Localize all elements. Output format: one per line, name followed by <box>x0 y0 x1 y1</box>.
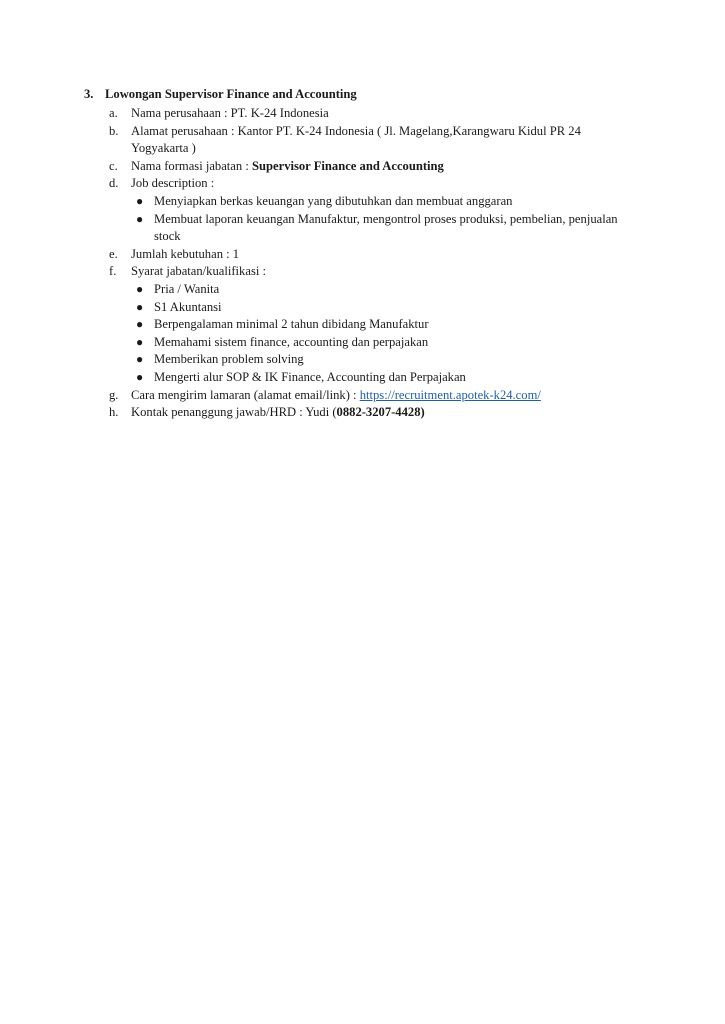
requirements-bullets <box>131 281 629 387</box>
bullet-text: Pria / Wanita <box>154 281 220 296</box>
list-item <box>131 281 629 299</box>
job-details-list <box>109 105 629 422</box>
bullet-text: Berpengalaman minimal 2 tahun dibidang Manufaktur <box>154 317 429 332</box>
bullet-icon: ● <box>136 281 144 296</box>
bullet-text: Mengerti alur SOP & IK Finance, Accounting dan Perpajakan <box>154 369 466 384</box>
headcount-text: Jumlah kebutuhan : 1 <box>131 246 240 261</box>
bullet-icon: ● <box>136 193 144 208</box>
list-item <box>131 299 629 317</box>
item-company-name <box>109 105 629 123</box>
contact-label: Kontak penanggung jawab/HRD : Yudi ( <box>131 405 337 420</box>
list-item <box>131 369 629 387</box>
item-application-method <box>109 387 629 405</box>
bullet-icon: ● <box>136 369 144 384</box>
section-title: Lowongan Supervisor Finance and Accounting <box>105 87 357 101</box>
job-description-label: Job description : <box>131 176 215 191</box>
application-label: Cara mengirim lamaran (alamat email/link) : <box>131 387 360 402</box>
bullet-icon: ● <box>136 317 144 332</box>
item-letter: b. <box>109 123 119 138</box>
position-value: Supervisor Finance and Accounting <box>252 158 444 173</box>
item-letter: e. <box>109 246 118 261</box>
list-item <box>131 211 629 246</box>
bullet-icon: ● <box>136 334 144 349</box>
section-number: 3. <box>84 87 94 101</box>
item-hr-contact <box>109 404 629 422</box>
item-headcount <box>109 246 629 264</box>
list-item <box>131 334 629 352</box>
item-job-description <box>109 175 629 245</box>
bullet-icon: ● <box>136 299 144 314</box>
company-name-text: Nama perusahaan : PT. K-24 Indonesia <box>131 106 329 120</box>
company-address-text: Alamat perusahaan : Kantor PT. K-24 Indonesia ( Jl. Magelang,Karangwaru Kidul PR 24 Yogyakarta ) <box>131 123 581 156</box>
item-letter: f. <box>109 264 117 279</box>
item-letter: g. <box>109 387 119 402</box>
item-position-name <box>109 158 629 176</box>
bullet-icon: ● <box>136 211 144 226</box>
item-letter: c. <box>109 158 118 173</box>
requirements-label: Syarat jabatan/kualifikasi : <box>131 264 266 279</box>
bullet-text: Memahami sistem finance, accounting dan perpajakan <box>154 334 429 349</box>
contact-phone: 0882-3207-4428) <box>336 405 425 420</box>
recruitment-link[interactable]: https://recruitment.apotek-k24.com/ <box>359 387 541 402</box>
list-item <box>131 193 629 211</box>
bullet-text: Memberikan problem solving <box>154 352 304 367</box>
position-label: Nama formasi jabatan : <box>131 158 252 173</box>
bullet-text: Membuat laporan keuangan Manufaktur, mengontrol proses produksi, pembelian, penjualan stock <box>154 211 618 244</box>
item-company-address <box>109 123 629 158</box>
bullet-icon: ● <box>136 352 144 367</box>
bullet-text: Menyiapkan berkas keuangan yang dibutuhkan dan membuat anggaran <box>154 193 513 208</box>
list-item <box>131 351 629 369</box>
bullet-text: S1 Akuntansi <box>154 299 222 314</box>
item-letter: a. <box>109 106 118 120</box>
item-requirements <box>109 263 629 386</box>
list-item <box>131 316 629 334</box>
job-description-bullets <box>131 193 629 246</box>
item-letter: h. <box>109 405 119 420</box>
section-heading <box>84 87 357 102</box>
item-letter: d. <box>109 176 119 191</box>
